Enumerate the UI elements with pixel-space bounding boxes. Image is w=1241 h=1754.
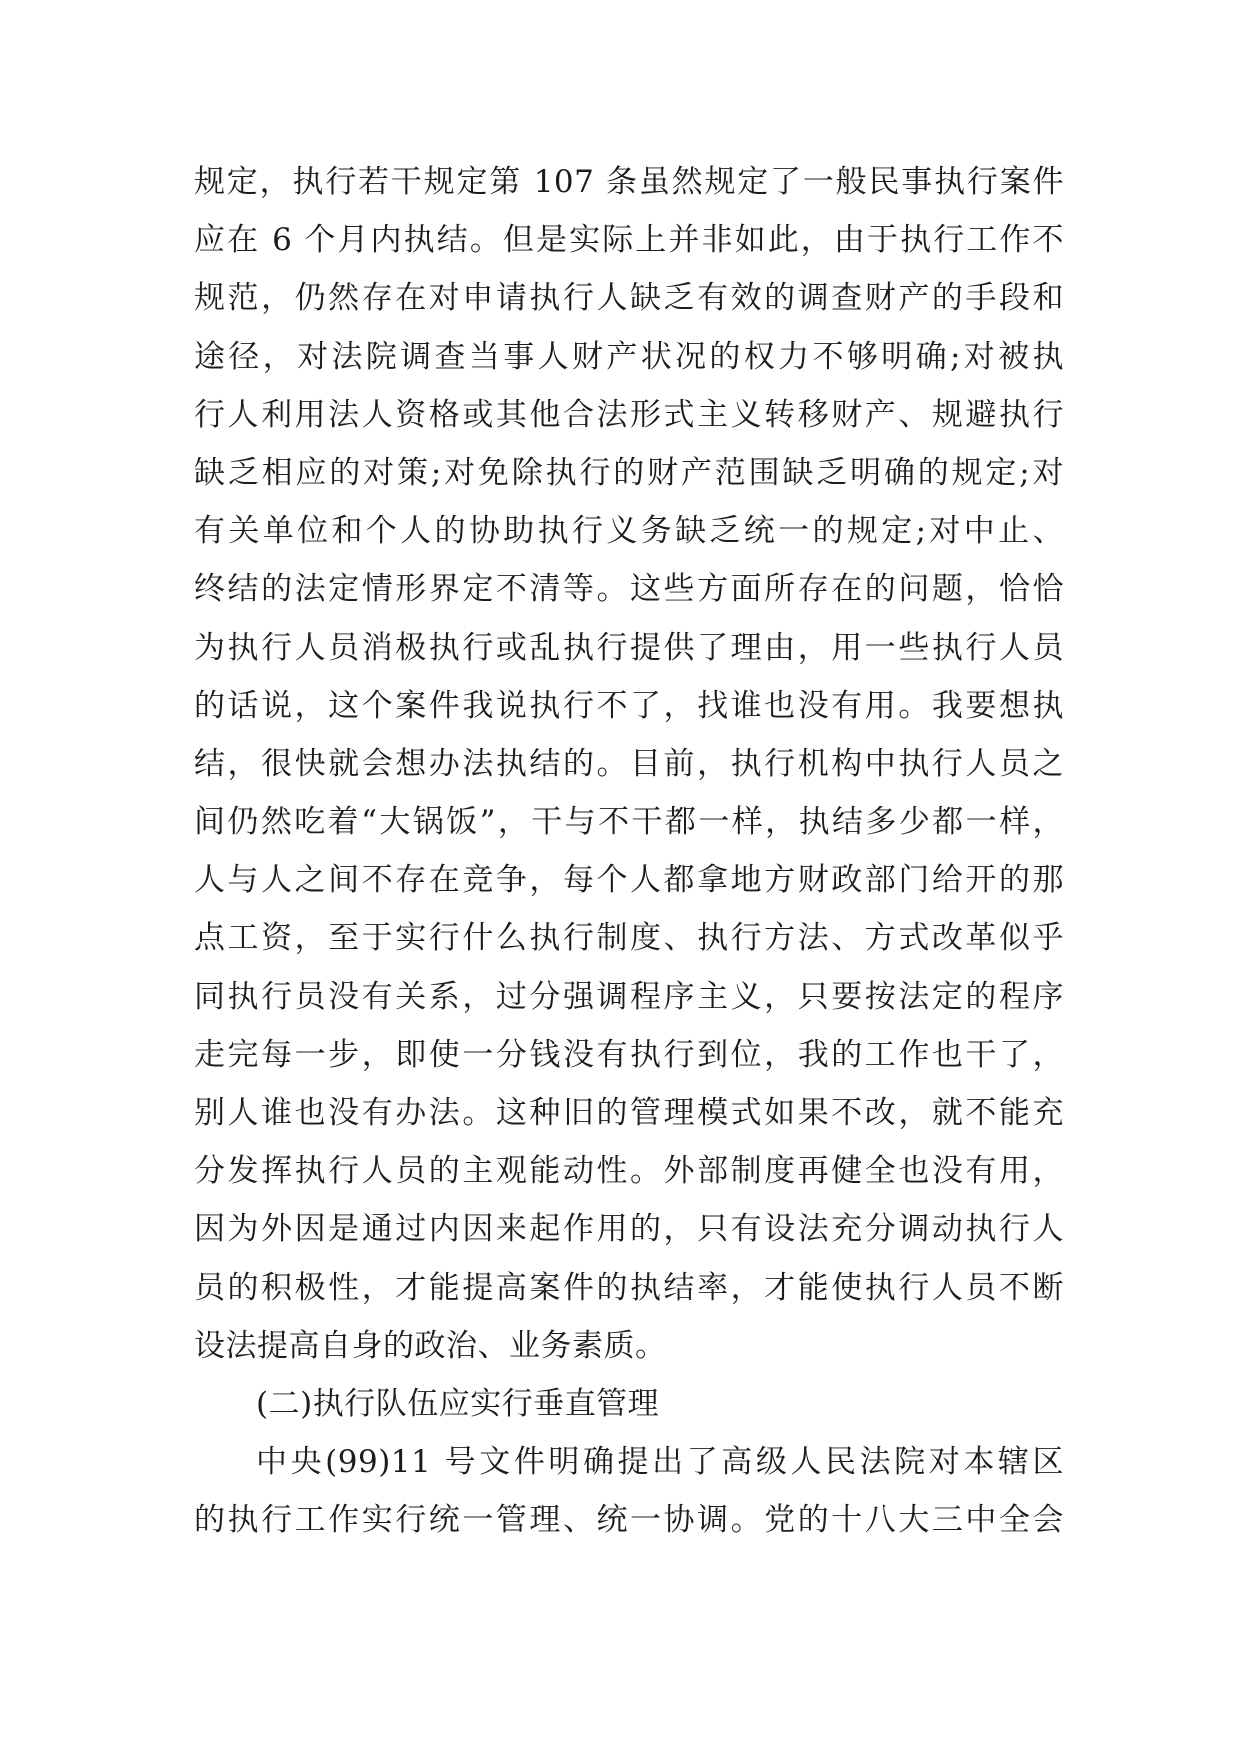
- text-line: 结，很快就会想办法执结的。目前，执行机构中执行人员之: [194, 745, 1064, 782]
- text-line: 点工资，至于实行什么执行制度、执行方法、方式改革似乎: [194, 920, 1064, 957]
- section-heading: (二)执行队伍应实行垂直管理: [256, 1385, 660, 1422]
- text-line: 同执行员没有关系，过分强调程序主义，只要按法定的程序: [194, 978, 1064, 1015]
- text-line: 终结的法定情形界定不清等。这些方面所存在的问题，恰恰: [194, 571, 1064, 608]
- text-line: 中央(99)11 号文件明确提出了高级人民法院对本辖区: [256, 1444, 1064, 1481]
- text-line: 分发挥执行人员的主观能动性。外部制度再健全也没有用，: [194, 1153, 1064, 1190]
- text-line: 人与人之间不存在竞争，每个人都拿地方财政部门给开的那: [194, 862, 1064, 899]
- text-line: 走完每一步，即使一分钱没有执行到位，我的工作也干了，: [194, 1036, 1064, 1073]
- text-line: 的话说，这个案件我说执行不了，找谁也没有用。我要想执: [194, 687, 1064, 724]
- text-line: 别人谁也没有办法。这种旧的管理模式如果不改，就不能充: [194, 1095, 1064, 1131]
- text-line: 员的积极性，才能提高案件的执结率，才能使执行人员不断: [194, 1269, 1064, 1306]
- text-line: 规范，仍然存在对申请执行人缺乏有效的调查财产的手段和: [194, 280, 1064, 317]
- text-line: 应在 6 个月内执结。但是实际上并非如此，由于执行工作不: [194, 222, 1064, 259]
- text-line: 规定，执行若干规定第 107 条虽然规定了一般民事执行案件: [194, 164, 1064, 200]
- text-line: 因为外因是通过内因来起作用的，只有设法充分调动执行人: [194, 1211, 1064, 1248]
- text-line: 缺乏相应的对策;对免除执行的财产范围缺乏明确的规定;对: [194, 454, 1064, 491]
- text-line: 间仍然吃着“大锅饭”，干与不干都一样，执结多少都一样，: [194, 804, 1064, 841]
- text-line: 为执行人员消极执行或乱执行提供了理由，用一些执行人员: [194, 629, 1064, 666]
- text-line: 设法提高自身的政治、业务素质。: [194, 1327, 667, 1364]
- body-text: [194, 162, 1064, 1559]
- text-line: 行人利用法人资格或其他合法形式主义转移财产、规避执行: [194, 396, 1064, 433]
- text-line: 有关单位和个人的协助执行义务缺乏统一的规定;对中止、: [194, 513, 1064, 550]
- text-line: 途径，对法院调查当事人财产状况的权力不够明确;对被执: [194, 338, 1064, 375]
- text-line: 的执行工作实行统一管理、统一协调。党的十八大三中全会: [194, 1502, 1064, 1539]
